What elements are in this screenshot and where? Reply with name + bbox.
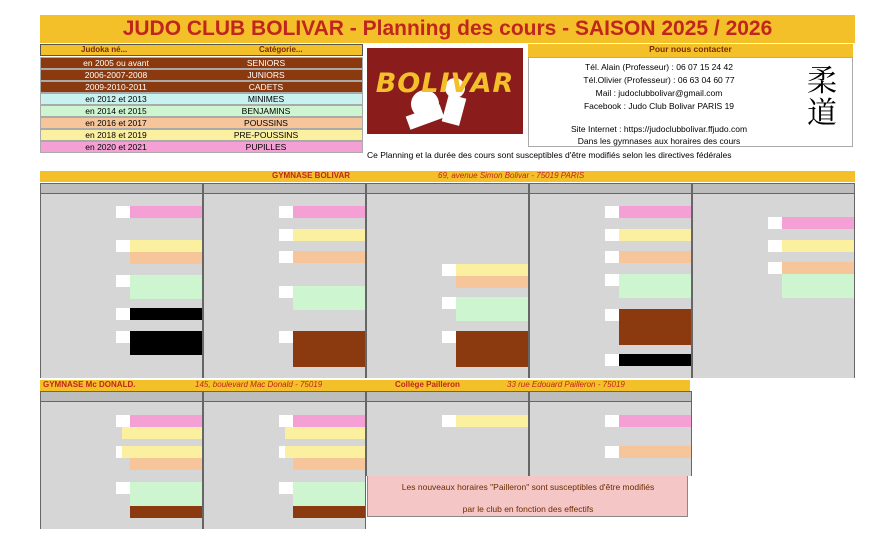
category-name: CADETS (248, 82, 284, 92)
category-label (293, 482, 365, 494)
category-label (619, 446, 691, 458)
day-header (692, 183, 855, 194)
category-label (456, 343, 528, 355)
logo-text: BOLIVAR (375, 68, 515, 99)
session-number (605, 309, 619, 321)
category-label (619, 251, 691, 263)
mcdonald-name: GYMNASE Mc DONALD. (43, 380, 136, 389)
session-number (116, 331, 130, 343)
session-number (279, 229, 293, 241)
category-label (293, 458, 365, 470)
category-label (293, 286, 365, 298)
session-number (442, 264, 456, 276)
pailleron-info-text: Les nouveaux horaires "Pailleron" sont susceptibles d'être modifiés par le club en fonction des effectifs (401, 482, 655, 514)
session-number (442, 415, 456, 427)
contact-line: Tél. Alain (Professeur) : 06 07 15 24 42 (585, 62, 733, 72)
category-name: POUSSINS (244, 118, 288, 128)
category-label (130, 506, 202, 518)
category-label (130, 308, 202, 320)
contact-line: Dans les gymnases aux horaires des cours (577, 136, 741, 146)
category-label (619, 333, 691, 345)
day-header (40, 183, 203, 194)
pailleron-header (365, 380, 690, 391)
born-years: en 2020 et 2021 (85, 142, 147, 152)
day-header (366, 183, 529, 194)
category-label (122, 446, 202, 458)
session-number (116, 308, 130, 320)
session-number (442, 331, 456, 343)
category-label (285, 427, 365, 439)
pailleron-name: Collège Pailleron (395, 380, 460, 389)
category-label (293, 415, 365, 427)
category-label (293, 494, 365, 506)
born-years: 2006-2007-2008 (84, 70, 148, 80)
session-number (768, 262, 782, 274)
session-number (279, 331, 293, 343)
page-title: JUDO CLUB BOLIVAR - Planning des cours - SAISON 2025 / 2026 (40, 15, 855, 43)
category-label (619, 354, 691, 366)
category-label (130, 331, 202, 343)
category-label (619, 286, 691, 298)
bolivar-address: 69, avenue Simon Bolivar - 75019 PARIS (438, 171, 585, 180)
born-years: en 2005 ou avant (83, 58, 149, 68)
category-label (130, 494, 202, 506)
session-number (279, 415, 293, 427)
pailleron-info (367, 469, 688, 517)
session-number (279, 286, 293, 298)
session-number (605, 354, 619, 366)
category-label (130, 287, 202, 299)
day-column (366, 402, 529, 476)
category-name: BENJAMINS (241, 106, 291, 116)
category-label (293, 298, 365, 310)
category-label (456, 309, 528, 321)
category-label (619, 309, 691, 321)
day-header (366, 391, 529, 402)
category-label (285, 446, 365, 458)
category-label (619, 229, 691, 241)
session-number (279, 482, 293, 494)
category-label (293, 343, 365, 355)
category-row (40, 81, 363, 93)
day-header (529, 183, 692, 194)
category-row (40, 105, 363, 117)
category-label (456, 276, 528, 288)
session-number (605, 229, 619, 241)
category-label (293, 331, 365, 343)
category-name: MINIMES (247, 94, 285, 104)
category-label (456, 297, 528, 309)
category-row (40, 117, 363, 129)
session-number (279, 251, 293, 263)
contact-box (528, 57, 853, 147)
category-label (130, 415, 202, 427)
day-header (203, 183, 366, 194)
category-label (130, 252, 202, 264)
category-label (130, 482, 202, 494)
session-number (605, 274, 619, 286)
born-header: Judoka né... (81, 45, 128, 54)
category-label (782, 274, 854, 286)
category-label (782, 217, 854, 229)
category-name: PRE-POUSSINS (233, 130, 299, 140)
category-label (619, 274, 691, 286)
category-label (456, 415, 528, 427)
pailleron-address: 33 rue Edouard Pailleron - 75019 (507, 380, 625, 389)
session-number (279, 206, 293, 218)
bolivar-header (40, 171, 855, 182)
day-column (529, 402, 692, 476)
bolivar-name: GYMNASE BOLIVAR (272, 171, 351, 180)
category-label (130, 458, 202, 470)
category-label (782, 262, 854, 274)
born-years: 2009-2010-2011 (85, 82, 147, 92)
category-header-label: Catégorie... (259, 45, 303, 54)
session-number (116, 240, 130, 252)
club-logo (367, 48, 523, 134)
disclaimer-note: Ce Planning et la durée des cours sont susceptibles d'être modifiés selon les directives fédérales (367, 150, 732, 160)
born-years: en 2016 et 2017 (85, 118, 147, 128)
session-number (768, 240, 782, 252)
category-label (130, 275, 202, 287)
category-name: JUNIORS (247, 70, 285, 80)
category-header (40, 44, 363, 56)
session-number (605, 251, 619, 263)
category-row (40, 93, 363, 105)
category-row (40, 57, 363, 69)
category-label (293, 229, 365, 241)
judo-kanji: 柔 道 (807, 64, 837, 131)
category-label (619, 415, 691, 427)
category-label (130, 206, 202, 218)
contact-line: Facebook : Judo Club Bolivar PARIS 19 (583, 101, 735, 111)
category-label (122, 427, 202, 439)
category-label (293, 506, 365, 518)
contact-line: Mail : judoclubbolivar@gmail.com (595, 88, 723, 98)
category-label (619, 321, 691, 333)
mcdonald-header (40, 380, 365, 391)
category-label (782, 286, 854, 298)
category-row (40, 129, 363, 141)
category-name: PUPILLES (245, 142, 287, 152)
session-number (605, 446, 619, 458)
category-row (40, 141, 363, 153)
contact-line: Site Internet : https://judoclubbolivar.ffjudo.com (570, 124, 748, 134)
born-years: en 2012 et 2013 (85, 94, 147, 104)
category-label (293, 206, 365, 218)
category-row (40, 69, 363, 81)
day-header (529, 391, 692, 402)
mcdonald-address: 145, boulevard Mac Donald - 75019 (195, 380, 323, 389)
session-number (116, 206, 130, 218)
session-number (605, 206, 619, 218)
session-number (442, 297, 456, 309)
session-number (768, 217, 782, 229)
category-label (456, 331, 528, 343)
category-label (456, 355, 528, 367)
session-number (116, 482, 130, 494)
session-number (605, 415, 619, 427)
born-years: en 2014 et 2015 (85, 106, 147, 116)
contact-line: Tél.Olivier (Professeur) : 06 63 04 60 77 (583, 75, 735, 85)
category-label (456, 264, 528, 276)
category-label (130, 343, 202, 355)
category-name: SENIORS (246, 58, 286, 68)
category-label (782, 240, 854, 252)
born-years: en 2018 et 2019 (85, 130, 147, 140)
category-label (130, 240, 202, 252)
session-number (116, 415, 130, 427)
category-label (293, 251, 365, 263)
day-header (40, 391, 203, 402)
category-label (293, 355, 365, 367)
category-label (619, 206, 691, 218)
session-number (116, 275, 130, 287)
contact-header: Pour nous contacter (528, 44, 853, 57)
day-header (203, 391, 366, 402)
